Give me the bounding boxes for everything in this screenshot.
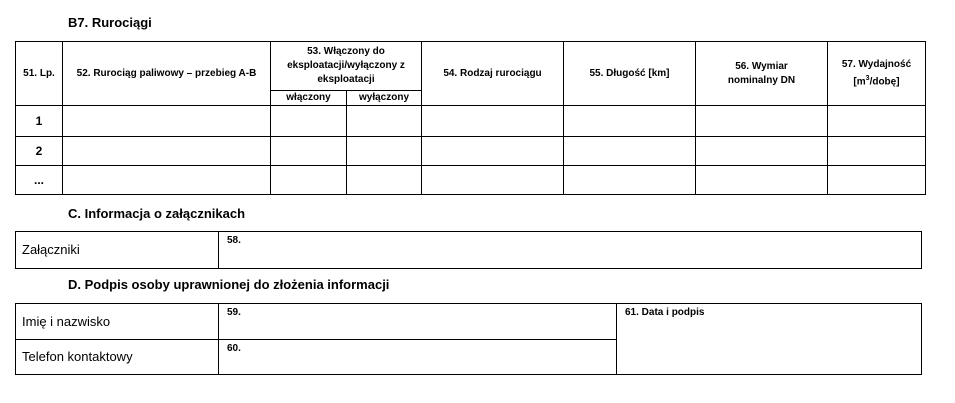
row-number: 1 (16, 106, 63, 137)
signature-table (15, 303, 922, 375)
length-cell[interactable] (564, 106, 696, 137)
pipeline-cell[interactable] (63, 137, 271, 166)
header-type: 54. Rodzaj rurociągu (422, 42, 564, 106)
excluded-cell[interactable] (347, 137, 422, 166)
phone-label: Telefon kontaktowy (16, 340, 219, 375)
included-cell[interactable] (271, 106, 347, 137)
header-operation: 53. Włączony do eksploatacji/wyłączony z eksploatacji (271, 42, 422, 91)
row-number: 2 (16, 137, 63, 166)
type-cell[interactable] (422, 106, 564, 137)
row-number: ... (16, 166, 63, 195)
dn-cell[interactable] (696, 166, 828, 195)
pipelines-table (15, 41, 926, 195)
length-cell[interactable] (564, 166, 696, 195)
attachments-field[interactable] (219, 232, 922, 269)
capacity-cell[interactable] (828, 166, 926, 195)
header-length: 55. Długość [km] (564, 42, 696, 106)
attachments-label: Załączniki (16, 232, 219, 269)
table-row (16, 106, 926, 137)
header-capacity (828, 42, 926, 106)
capacity-label: 57. Wydajność (841, 58, 912, 70)
table-row (16, 166, 926, 195)
type-cell[interactable] (422, 166, 564, 195)
field-number-58: 58. (227, 235, 241, 246)
dn-cell[interactable] (696, 137, 828, 166)
field-number-59: 59. (227, 307, 241, 318)
table-row (16, 137, 926, 166)
name-field[interactable] (219, 304, 617, 340)
section-c-title: C. Informacja o załącznikach (68, 206, 246, 221)
dn-cell[interactable] (696, 106, 828, 137)
field-number-61: 61. Data i podpis (625, 307, 705, 318)
attachments-table (15, 231, 922, 269)
section-d-title: D. Podpis osoby uprawnionej do złożenia informacji (68, 277, 390, 292)
included-cell[interactable] (271, 166, 347, 195)
signature-field[interactable] (617, 304, 922, 375)
excluded-cell[interactable] (347, 106, 422, 137)
section-b7-title: B7. Rurociągi (68, 15, 152, 30)
header-excluded: wyłączony (347, 91, 422, 106)
phone-field[interactable] (219, 340, 617, 375)
pipeline-cell[interactable] (63, 106, 271, 137)
name-label: Imię i nazwisko (16, 304, 219, 340)
excluded-cell[interactable] (347, 166, 422, 195)
capacity-unit-open: [m (853, 76, 866, 88)
capacity-unit-sup: 3 (865, 74, 870, 82)
header-lp: 51. Lp. (16, 42, 63, 106)
length-cell[interactable] (564, 137, 696, 166)
included-cell[interactable] (271, 137, 347, 166)
header-included: włączony (271, 91, 347, 106)
capacity-unit-close: /dobę] (869, 76, 900, 88)
header-dn: 56. Wymiar nominalny DN (696, 42, 828, 106)
capacity-cell[interactable] (828, 106, 926, 137)
pipeline-cell[interactable] (63, 166, 271, 195)
type-cell[interactable] (422, 137, 564, 166)
field-number-60: 60. (227, 343, 241, 354)
header-pipeline: 52. Rurociąg paliwowy – przebieg A-B (63, 42, 271, 106)
capacity-cell[interactable] (828, 137, 926, 166)
